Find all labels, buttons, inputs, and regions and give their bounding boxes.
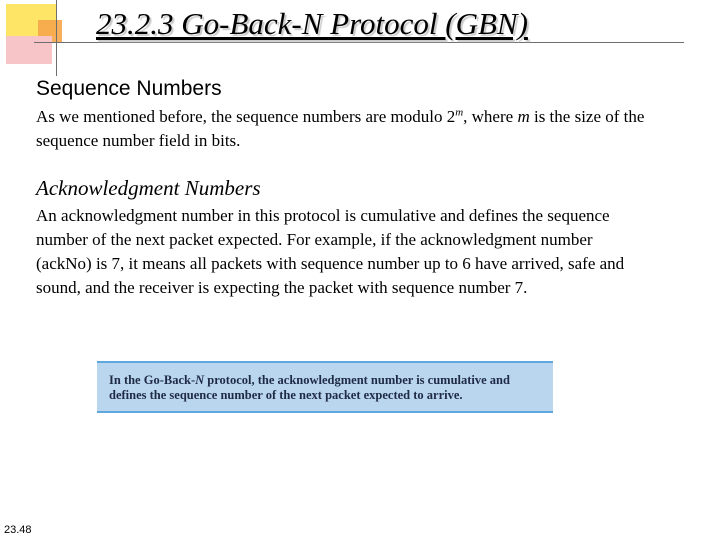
decor-square-pink bbox=[6, 36, 52, 64]
note-text-before: In the Go-Back- bbox=[109, 373, 196, 387]
note-text bbox=[109, 373, 541, 403]
slide-title: 23.2.3 Go-Back-N Protocol (GBN) bbox=[96, 6, 528, 41]
decor-horizontal-rule bbox=[34, 42, 684, 43]
slide-number: 23.48 bbox=[4, 524, 32, 536]
sequence-numbers-paragraph bbox=[36, 105, 676, 153]
seq-text-after: is the size of the sequence number field in bits. bbox=[36, 107, 645, 150]
note-text-after: protocol, the acknowledgment number is cumulative and defines the sequence number of the next packet expected to arrive. bbox=[109, 373, 510, 402]
sequence-numbers-heading: Sequence Numbers bbox=[36, 77, 222, 100]
seq-text-middle: , where bbox=[463, 107, 518, 126]
seq-text-before: As we mentioned before, the sequence numbers are modulo 2 bbox=[36, 107, 456, 126]
decor-vertical-rule bbox=[56, 0, 57, 76]
seq-variable: m bbox=[517, 107, 530, 126]
note-italic-n: N bbox=[195, 373, 205, 387]
acknowledgment-numbers-paragraph: An acknowledgment number in this protocol is cumulative and defines the sequence number of the next packet expected. For example, if the acknowledgment number (ackNo) is 7, it means all packets with sequence number up to 6 have arrived, safe and sound, and the receiver is expecting the packet with sequence number 7. bbox=[36, 206, 625, 297]
seq-superscript: m bbox=[455, 106, 464, 119]
note-box bbox=[97, 361, 553, 413]
acknowledgment-numbers-heading: Acknowledgment Numbers bbox=[36, 176, 261, 200]
